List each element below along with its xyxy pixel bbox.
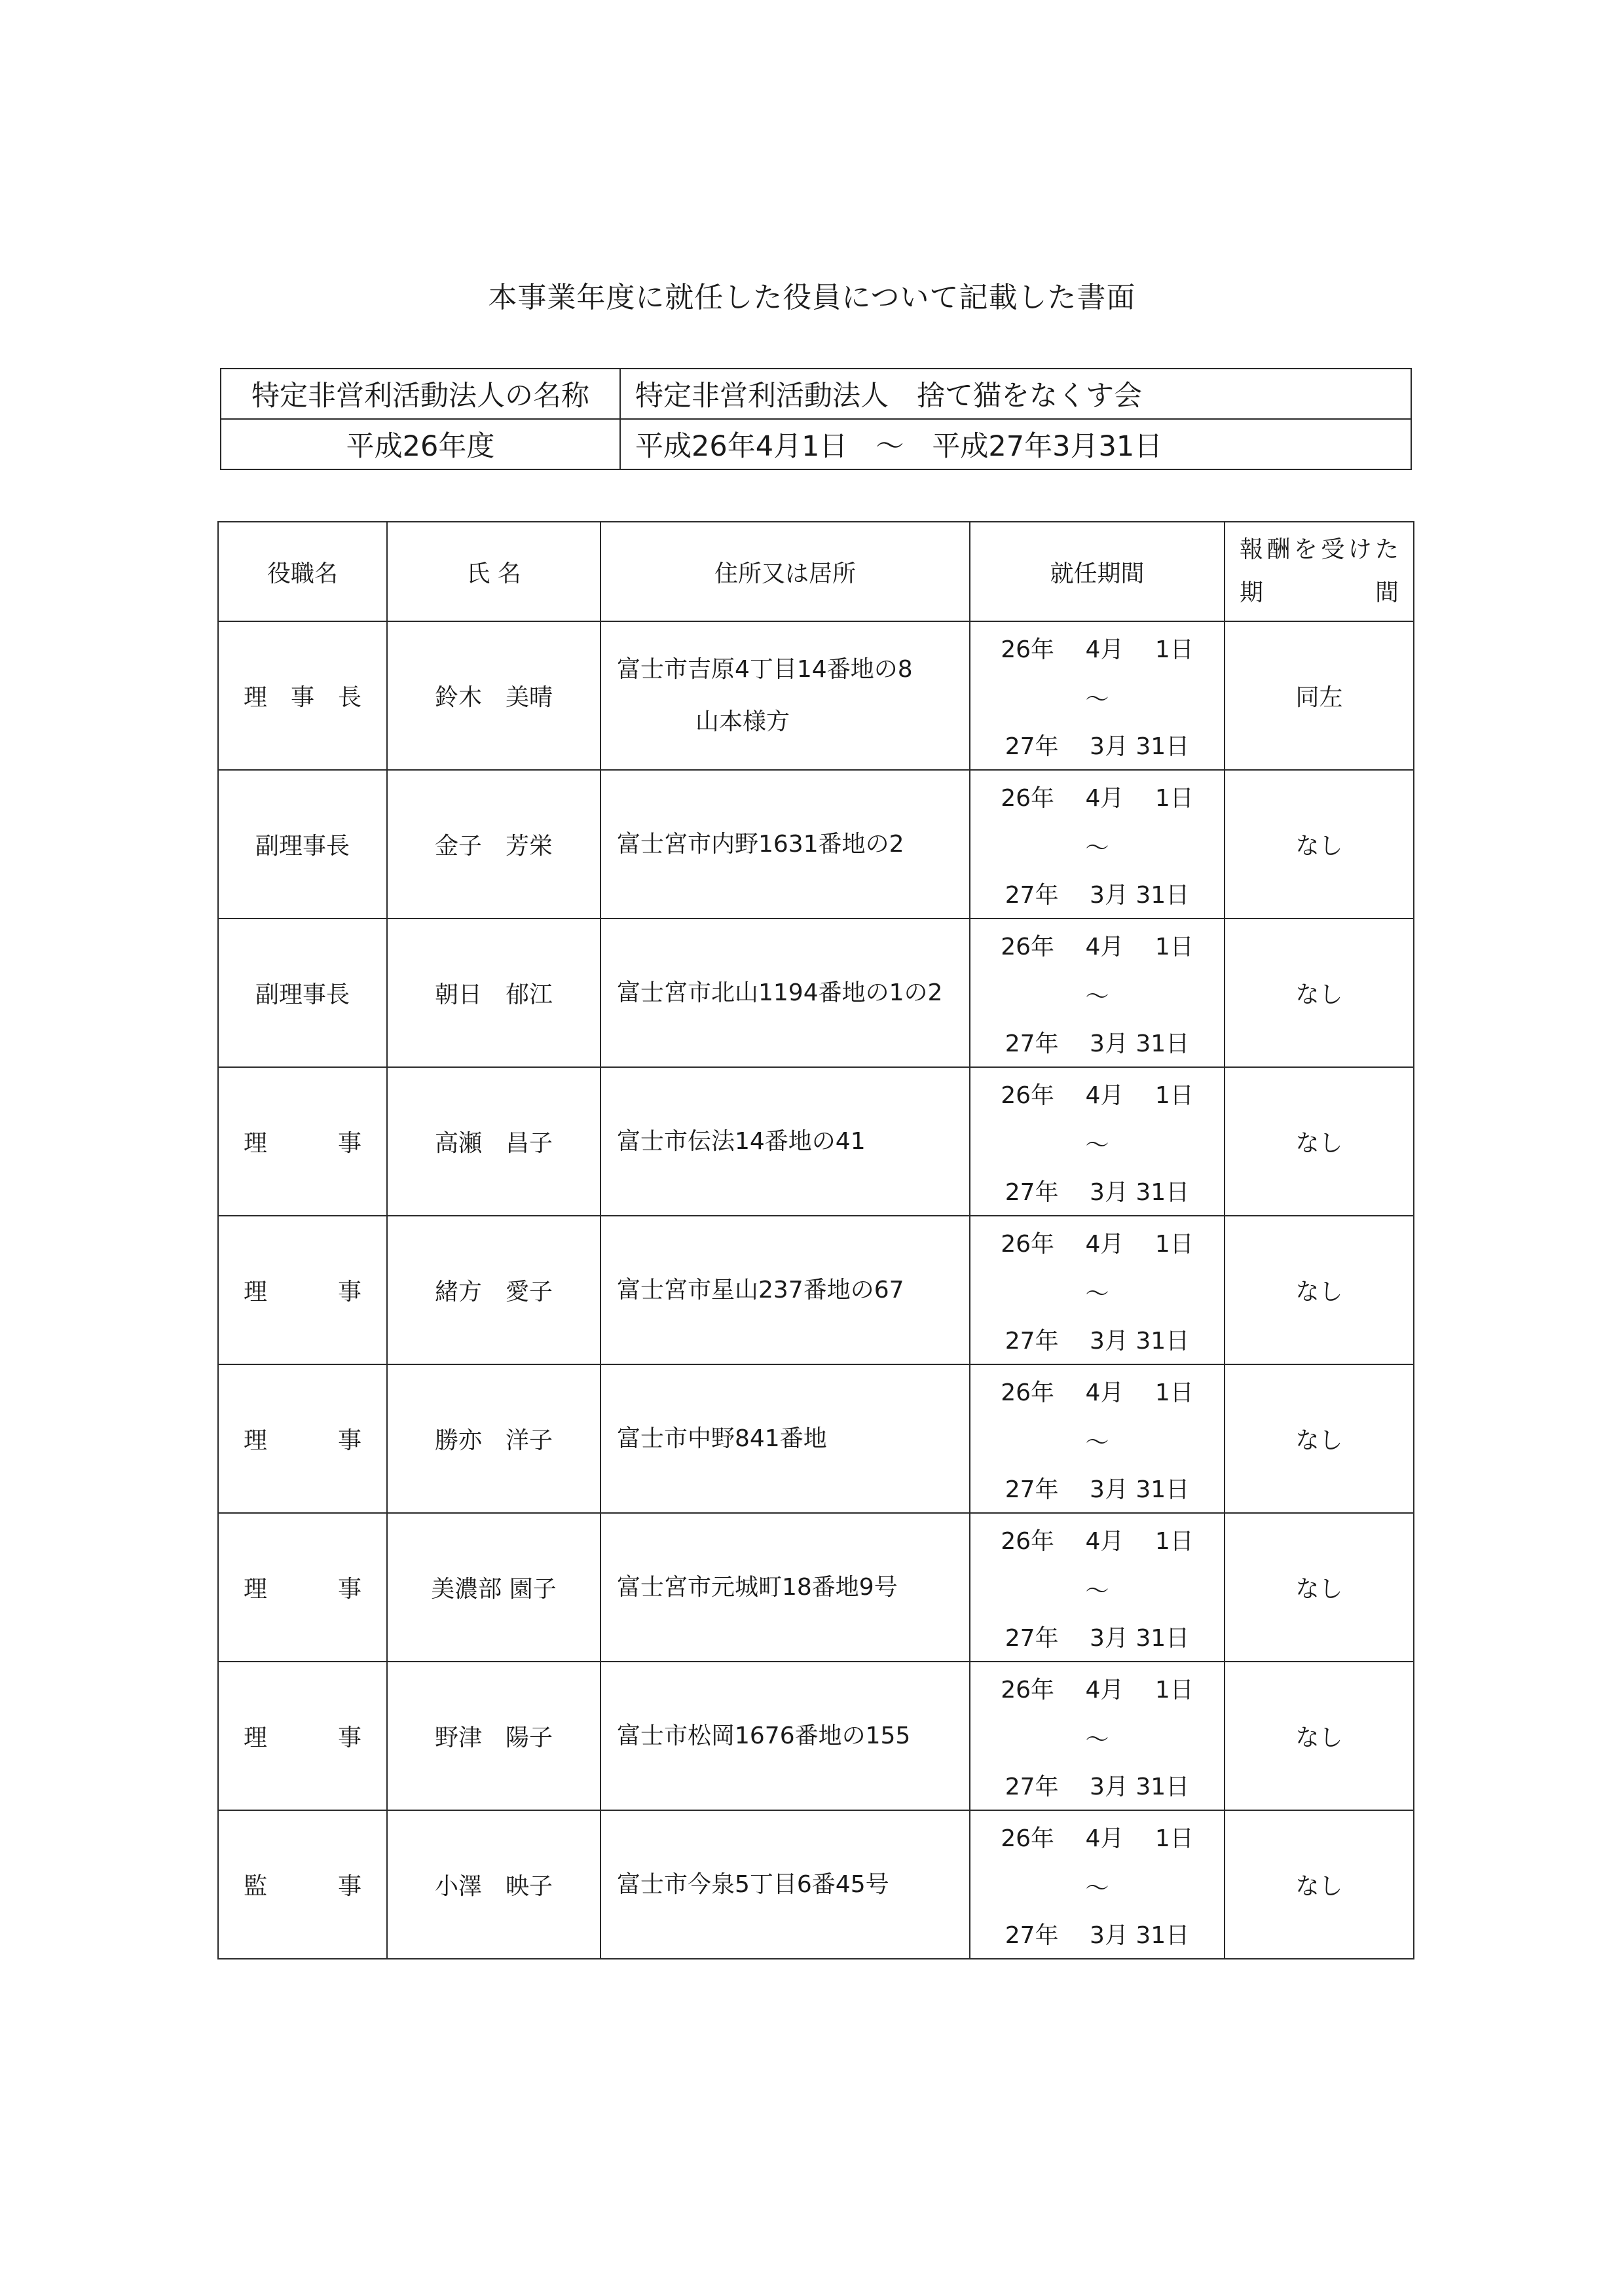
- officer-term: [970, 770, 1225, 919]
- officer-address-line1: 富士宮市元城町18番地9号: [617, 1573, 898, 1601]
- term-tilde: ～: [1085, 983, 1109, 1010]
- table-row: [218, 1513, 1414, 1662]
- term-tilde: ～: [1085, 835, 1109, 862]
- officer-address: [600, 919, 970, 1067]
- officer-address: [600, 621, 970, 770]
- officer-name: 小澤 映子: [387, 1810, 600, 1959]
- term-end: 27年 3月 31日: [1005, 1179, 1190, 1206]
- fiscal-year-label: 平成26年度: [221, 419, 620, 469]
- officer-name: 高瀬 昌子: [387, 1067, 600, 1216]
- org-name-value: 特定非営利活動法人 捨て猫をなくす会: [620, 369, 1411, 419]
- officer-address: [600, 1513, 970, 1662]
- header-remuneration-line2: 期 間: [1240, 579, 1399, 606]
- header-remuneration-line1: 報酬を受けた: [1240, 536, 1399, 563]
- term-start: 26年 4月 1日: [1001, 1231, 1194, 1258]
- officer-role: 理 事: [218, 1364, 387, 1513]
- term-end: 27年 3月 31日: [1005, 733, 1190, 760]
- officer-term: [970, 1364, 1225, 1513]
- header-remuneration: [1225, 522, 1414, 621]
- officers-table: [217, 521, 1414, 1959]
- officer-remuneration: なし: [1225, 1810, 1414, 1959]
- info-row-name: [221, 369, 1411, 419]
- term-tilde: ～: [1085, 1875, 1109, 1902]
- term-start: 26年 4月 1日: [1001, 1825, 1194, 1852]
- officer-role: 副理事長: [218, 919, 387, 1067]
- term-end: 27年 3月 31日: [1005, 1476, 1190, 1503]
- term-end: 27年 3月 31日: [1005, 1030, 1190, 1057]
- officer-term: [970, 919, 1225, 1067]
- table-row: [218, 1067, 1414, 1216]
- officer-role: 理 事: [218, 1662, 387, 1810]
- officers-header-row: [218, 522, 1414, 621]
- officer-address: [600, 1216, 970, 1364]
- officer-role: 理 事: [218, 1067, 387, 1216]
- org-name-label: 特定非営利活動法人の名称: [221, 369, 620, 419]
- table-row: [218, 1216, 1414, 1364]
- officer-role: 理 事: [218, 1216, 387, 1364]
- term-tilde: ～: [1085, 1429, 1109, 1456]
- officer-address: [600, 1662, 970, 1810]
- officer-address: [600, 770, 970, 919]
- term-tilde: ～: [1085, 686, 1109, 713]
- info-row-year: [221, 419, 1411, 469]
- officer-name: 美濃部 園子: [387, 1513, 600, 1662]
- officer-role: 理 事 長: [218, 621, 387, 770]
- header-term: 就任期間: [970, 522, 1225, 621]
- officer-term: [970, 1513, 1225, 1662]
- table-row: [218, 621, 1414, 770]
- term-end: 27年 3月 31日: [1005, 1774, 1190, 1800]
- organization-info-table: [220, 368, 1412, 470]
- officer-address-line1: 富士市吉原4丁目14番地の8: [617, 655, 913, 683]
- officer-name: 朝日 郁江: [387, 919, 600, 1067]
- officer-address-line1: 富士宮市星山237番地の67: [617, 1276, 904, 1303]
- officer-remuneration: なし: [1225, 1513, 1414, 1662]
- officer-term: [970, 621, 1225, 770]
- term-start: 26年 4月 1日: [1001, 1379, 1194, 1406]
- officer-remuneration: なし: [1225, 1216, 1414, 1364]
- officer-name: 勝亦 洋子: [387, 1364, 600, 1513]
- officer-address-line1: 富士市今泉5丁目6番45号: [617, 1870, 889, 1898]
- officer-name: 緒方 愛子: [387, 1216, 600, 1364]
- term-tilde: ～: [1085, 1281, 1109, 1307]
- officer-term: [970, 1810, 1225, 1959]
- officer-term: [970, 1216, 1225, 1364]
- term-tilde: ～: [1085, 1726, 1109, 1753]
- term-tilde: ～: [1085, 1132, 1109, 1159]
- header-role: 役職名: [218, 522, 387, 621]
- term-end: 27年 3月 31日: [1005, 1922, 1190, 1949]
- table-row: [218, 1364, 1414, 1513]
- officer-address: [600, 1067, 970, 1216]
- officers-table-body: [218, 621, 1414, 1959]
- officer-remuneration: なし: [1225, 919, 1414, 1067]
- term-start: 26年 4月 1日: [1001, 1677, 1194, 1704]
- officer-remuneration: なし: [1225, 1364, 1414, 1513]
- officer-role: 理 事: [218, 1513, 387, 1662]
- term-tilde: ～: [1085, 1578, 1109, 1605]
- officer-remuneration: なし: [1225, 1067, 1414, 1216]
- officer-remuneration: なし: [1225, 770, 1414, 919]
- officer-name: 野津 陽子: [387, 1662, 600, 1810]
- page-title: 本事業年度に就任した役員について記載した書面: [488, 281, 1136, 314]
- officer-address-line1: 富士市松岡1676番地の155: [617, 1722, 911, 1749]
- officer-address-line1: 富士市中野841番地: [617, 1425, 827, 1452]
- term-start: 26年 4月 1日: [1001, 1528, 1194, 1555]
- table-row: [218, 770, 1414, 919]
- officer-name: 金子 芳栄: [387, 770, 600, 919]
- header-address: 住所又は居所: [600, 522, 970, 621]
- officer-name: 鈴木 美晴: [387, 621, 600, 770]
- table-row: [218, 919, 1414, 1067]
- term-start: 26年 4月 1日: [1001, 785, 1194, 812]
- officer-address-line1: 富士宮市北山1194番地の1の2: [617, 979, 943, 1006]
- officer-term: [970, 1662, 1225, 1810]
- term-end: 27年 3月 31日: [1005, 1328, 1190, 1355]
- officer-role: 副理事長: [218, 770, 387, 919]
- table-row: [218, 1662, 1414, 1810]
- officer-remuneration: 同左: [1225, 621, 1414, 770]
- officer-address-line1: 富士宮市内野1631番地の2: [617, 830, 904, 858]
- officer-address: [600, 1364, 970, 1513]
- table-row: [218, 1810, 1414, 1959]
- officer-address-line1: 富士市伝法14番地の41: [617, 1127, 866, 1155]
- officer-role: 監 事: [218, 1810, 387, 1959]
- term-end: 27年 3月 31日: [1005, 882, 1190, 909]
- term-end: 27年 3月 31日: [1005, 1625, 1190, 1652]
- term-start: 26年 4月 1日: [1001, 934, 1194, 960]
- header-name: 氏 名: [387, 522, 600, 621]
- term-start: 26年 4月 1日: [1001, 636, 1194, 663]
- officer-remuneration: なし: [1225, 1662, 1414, 1810]
- officer-term: [970, 1067, 1225, 1216]
- officer-address-line2: 山本様方: [695, 708, 790, 735]
- officer-address: [600, 1810, 970, 1959]
- term-start: 26年 4月 1日: [1001, 1082, 1194, 1109]
- fiscal-year-value: 平成26年4月1日 ～ 平成27年3月31日: [620, 419, 1411, 469]
